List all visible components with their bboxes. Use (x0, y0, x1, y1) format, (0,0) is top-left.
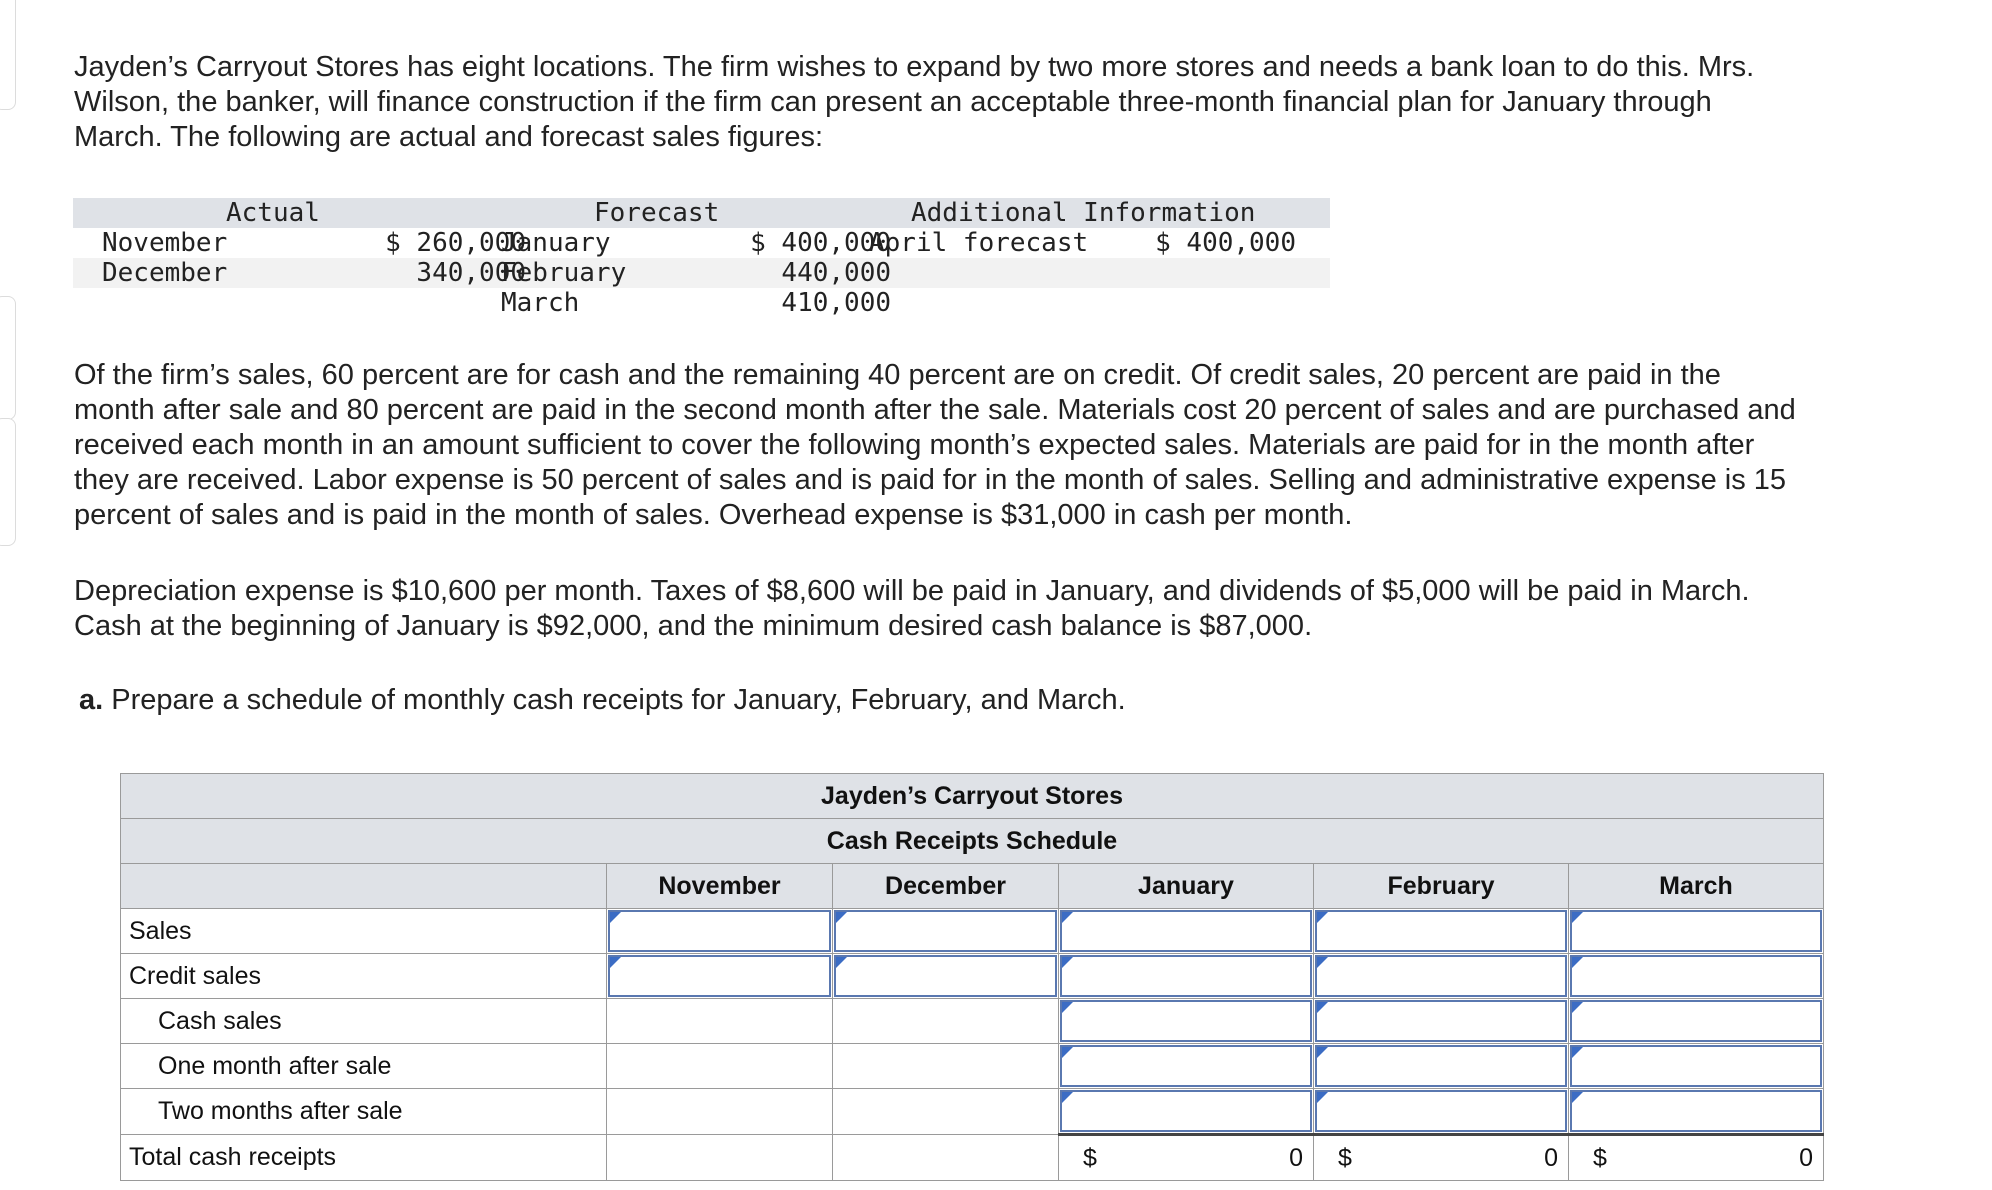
cell-credit-january (1059, 954, 1314, 999)
one-month-after-march-input[interactable] (1570, 1045, 1822, 1087)
credit-sales-march-input[interactable] (1570, 955, 1822, 997)
total-january (1059, 1135, 1314, 1181)
cell-empty (833, 1135, 1059, 1181)
cell-sales-february (1314, 909, 1569, 954)
table-row (121, 1044, 1824, 1089)
row-label-sales: Sales (121, 909, 607, 954)
credit-sales-february-input[interactable] (1315, 955, 1567, 997)
actual-header: Actual (226, 198, 320, 228)
cell-credit-march (1569, 954, 1824, 999)
left-rail-tab-top (0, 0, 16, 110)
intro-line-3: March. The following are actual and forecast sales figures: (74, 121, 824, 153)
row-label-credit-sales: Credit sales (121, 954, 607, 999)
sales-table-row (73, 228, 1330, 258)
total-march-value: 0 (1799, 1143, 1813, 1172)
cell-empty (833, 999, 1059, 1044)
actual-value: $ 260,000 (385, 228, 526, 258)
cell-two-months-february (1314, 1089, 1569, 1135)
forecast-month: January (501, 228, 611, 258)
credit-sales-december-input[interactable] (834, 955, 1057, 997)
sales-february-input[interactable] (1315, 910, 1567, 952)
question-text: Prepare a schedule of monthly cash receipts for January, February, and March. (103, 684, 1126, 716)
cell-cash-march (1569, 999, 1824, 1044)
question-a (79, 684, 1126, 717)
para2-line-5: percent of sales and is paid in the month of sales. Overhead expense is $31,000 in cash per month. (74, 499, 1353, 531)
total-february (1314, 1135, 1569, 1181)
cash-sales-january-input[interactable] (1060, 1000, 1312, 1042)
sales-table-row (73, 288, 1330, 318)
column-header-february: February (1314, 864, 1569, 909)
actual-month: November (102, 228, 228, 258)
schedule-subtitle: Cash Receipts Schedule (121, 819, 1824, 864)
sales-january-input[interactable] (1060, 910, 1312, 952)
credit-sales-november-input[interactable] (608, 955, 831, 997)
left-rail-tab-lower (0, 418, 16, 546)
table-row (121, 1089, 1824, 1135)
table-row (121, 999, 1824, 1044)
sales-table-row (73, 258, 1330, 288)
forecast-month: February (501, 258, 627, 288)
sales-december-input[interactable] (834, 910, 1057, 952)
cell-two-months-january (1059, 1089, 1314, 1135)
table-row (121, 909, 1824, 954)
intro-line-2: Wilson, the banker, will finance construction if the firm can present an acceptable three-month financial plan for January through (74, 86, 1712, 118)
table-row (121, 1135, 1824, 1181)
para2-line-4: they are received. Labor expense is 50 percent of sales and is paid for in the month of sales. Selling and administrative expense is 15 (74, 464, 1787, 496)
actual-month: December (102, 258, 228, 288)
sales-november-input[interactable] (608, 910, 831, 952)
cell-one-month-february (1314, 1044, 1569, 1089)
row-label-two-months-after: Two months after sale (121, 1089, 607, 1135)
two-months-after-january-input[interactable] (1060, 1090, 1312, 1132)
intro-line-1: Jayden’s Carryout Stores has eight locations. The firm wishes to expand by two more stores and needs a bank loan to do this. Mrs. (74, 51, 1755, 83)
cell-empty (833, 1089, 1059, 1135)
two-months-after-march-input[interactable] (1570, 1090, 1822, 1132)
forecast-value: $ 400,000 (750, 228, 891, 258)
cash-receipts-schedule (120, 773, 1824, 1181)
cell-empty (607, 1044, 833, 1089)
row-label-one-month-after: One month after sale (121, 1044, 607, 1089)
column-header-march: March (1569, 864, 1824, 909)
actual-value: 340,000 (416, 258, 526, 288)
cell-one-month-march (1569, 1044, 1824, 1089)
credit-sales-january-input[interactable] (1060, 955, 1312, 997)
intro-paragraph (74, 50, 1974, 155)
cell-cash-january (1059, 999, 1314, 1044)
cell-credit-february (1314, 954, 1569, 999)
cell-empty (833, 1044, 1059, 1089)
forecast-value: 410,000 (781, 288, 891, 318)
sales-march-input[interactable] (1570, 910, 1822, 952)
total-february-value: 0 (1544, 1143, 1558, 1172)
cell-credit-december (833, 954, 1059, 999)
two-months-after-february-input[interactable] (1315, 1090, 1567, 1132)
currency-symbol: $ (1338, 1143, 1352, 1172)
total-march (1569, 1135, 1824, 1181)
para2-line-3: received each month in an amount sufficient to cover the following month’s expected sales. Materials are paid for in the month after (74, 429, 1755, 461)
cell-cash-february (1314, 999, 1569, 1044)
row-label-cash-sales: Cash sales (121, 999, 607, 1044)
cell-empty (607, 999, 833, 1044)
sales-table-header (73, 198, 1330, 228)
additional-info-header: Additional Information (911, 198, 1256, 228)
column-header-december: December (833, 864, 1059, 909)
cell-two-months-march (1569, 1089, 1824, 1135)
depreciation-paragraph (74, 574, 1974, 644)
table-row (121, 954, 1824, 999)
credit-terms-paragraph (74, 358, 1974, 533)
schedule-title: Jayden’s Carryout Stores (121, 774, 1824, 819)
cell-empty (607, 1135, 833, 1181)
sales-figures-table (73, 198, 1330, 318)
question-label: a. (79, 684, 104, 716)
cash-sales-march-input[interactable] (1570, 1000, 1822, 1042)
para2-line-1: Of the firm’s sales, 60 percent are for cash and the remaining 40 percent are on credit. Of credit sales, 20 percent are paid in the (74, 359, 1721, 391)
cell-credit-november (607, 954, 833, 999)
currency-symbol: $ (1593, 1143, 1607, 1172)
row-label-total-cash-receipts: Total cash receipts (121, 1135, 607, 1181)
cell-sales-january (1059, 909, 1314, 954)
cell-sales-december (833, 909, 1059, 954)
para2-line-2: month after sale and 80 percent are paid in the second month after the sale. Materials cost 20 percent of sales and are purchased and (74, 394, 1796, 426)
column-header-blank (121, 864, 607, 909)
cell-empty (607, 1089, 833, 1135)
left-rail-tab-middle (0, 296, 16, 420)
forecast-month: March (501, 288, 580, 318)
para3-line-2: Cash at the beginning of January is $92,000, and the minimum desired cash balance is $87,000. (74, 610, 1313, 642)
forecast-header: Forecast (594, 198, 720, 228)
currency-symbol: $ (1083, 1143, 1097, 1172)
additional-value: $ 400,000 (1155, 228, 1296, 258)
forecast-value: 440,000 (781, 258, 891, 288)
column-header-november: November (607, 864, 833, 909)
total-january-value: 0 (1289, 1143, 1303, 1172)
one-month-after-january-input[interactable] (1060, 1045, 1312, 1087)
one-month-after-february-input[interactable] (1315, 1045, 1567, 1087)
additional-label: April forecast (869, 228, 1089, 258)
cell-sales-november (607, 909, 833, 954)
cell-sales-march (1569, 909, 1824, 954)
para3-line-1: Depreciation expense is $10,600 per month. Taxes of $8,600 will be paid in January, and dividends of $5,000 will be paid in March. (74, 575, 1750, 607)
cell-one-month-january (1059, 1044, 1314, 1089)
cash-sales-february-input[interactable] (1315, 1000, 1567, 1042)
column-header-january: January (1059, 864, 1314, 909)
